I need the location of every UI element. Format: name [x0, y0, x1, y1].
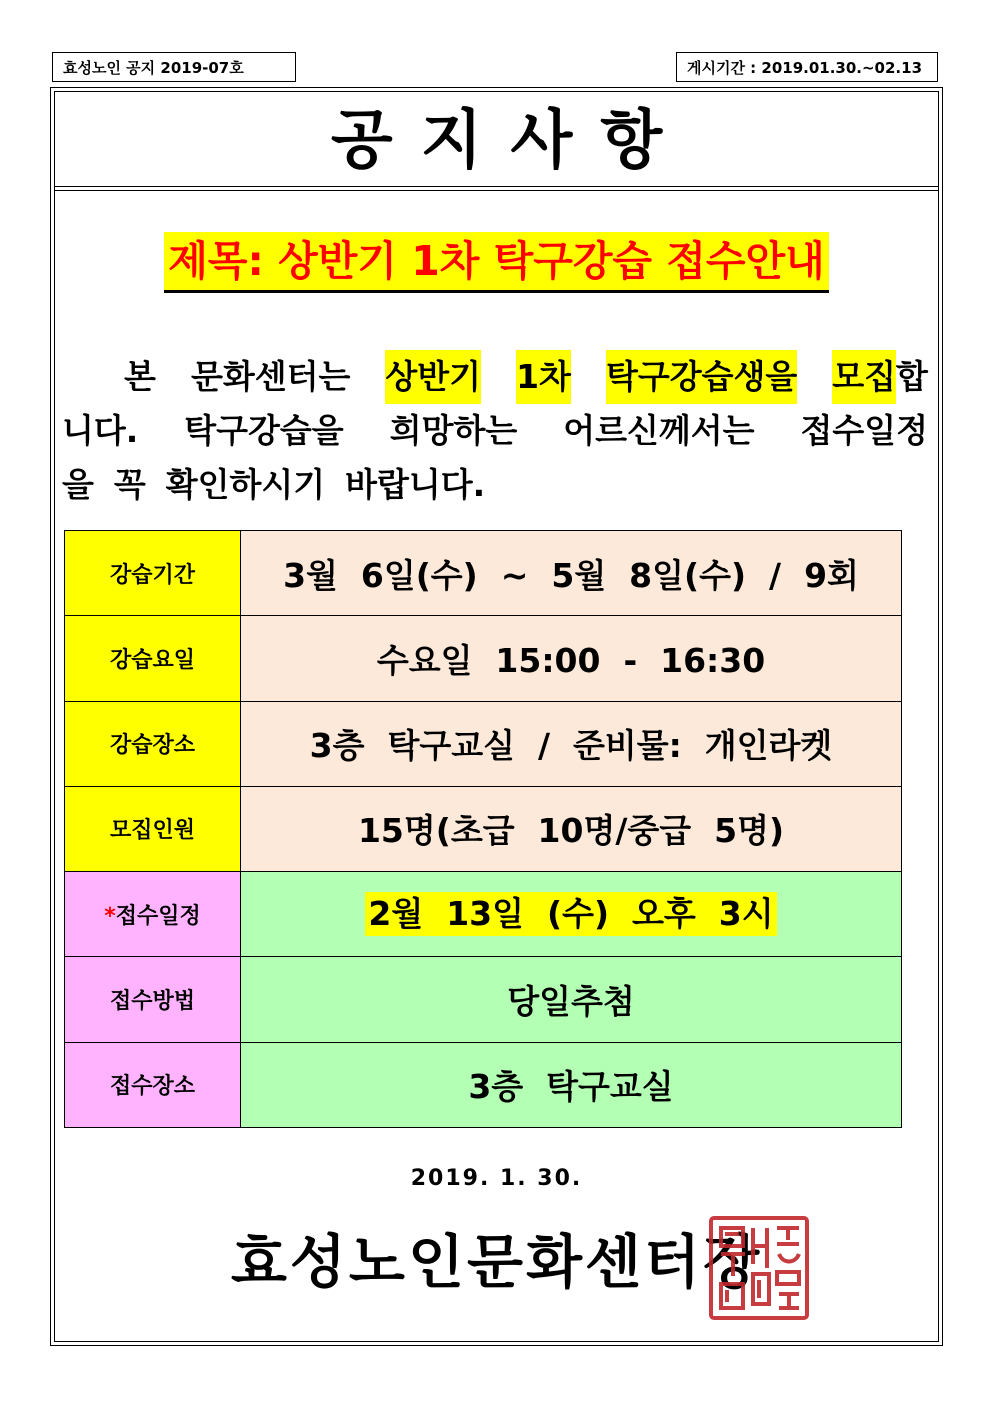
header-divider [54, 186, 939, 191]
table-row [65, 531, 902, 616]
intro-word: 합 [896, 357, 928, 396]
intro-word: 문화센터는 [190, 357, 351, 396]
row-label: 강습요일 [65, 616, 241, 701]
row-value: 3층 탁구교실 / 준비물: 개인라켓 [241, 701, 902, 786]
intro-word: 바랍니다. [345, 465, 486, 504]
intro-word: 어르신께서는 [563, 411, 755, 450]
intro-word: 꼭 [113, 465, 146, 504]
row-label: 모집인원 [65, 786, 241, 871]
row-value: 당일추첨 [241, 957, 902, 1042]
row-value: 3월 6일(수) ~ 5월 8일(수) / 9회 [241, 531, 902, 616]
notice-number: 효성노인 공지 2019-07호 [52, 52, 296, 82]
row-value: 수요일 15:00 - 16:30 [241, 616, 902, 701]
row-value: 15명(초급 10명/중급 5명) [241, 786, 902, 871]
intro-word: 을 [62, 465, 94, 504]
intro-line-2 [62, 404, 928, 458]
intro-highlight: 1차 [516, 350, 571, 404]
row-label [65, 872, 241, 957]
table-row [65, 616, 902, 701]
intro-highlight: 탁구강습생을 [606, 350, 797, 404]
row-label: 강습기간 [65, 531, 241, 616]
intro-line-1 [62, 350, 928, 404]
table-row [65, 1042, 902, 1127]
table-row [65, 786, 902, 871]
required-star: * [104, 903, 116, 929]
table-row [65, 957, 902, 1042]
subject-heading [54, 232, 939, 293]
intro-word: 접수일정 [800, 411, 928, 450]
signature-title: 효성노인문화센터장 [230, 1228, 763, 1296]
row-label: 접수방법 [65, 957, 241, 1042]
intro-word: 본 [124, 357, 156, 396]
table-row [65, 872, 902, 957]
posting-period: 게시기간 : 2019.01.30.~02.13 [676, 52, 938, 82]
info-table [64, 530, 902, 1128]
intro-highlight: 상반기 [385, 350, 481, 404]
intro-word: 니다. [62, 411, 139, 450]
table-row [65, 701, 902, 786]
intro-highlight: 모집 [832, 350, 896, 404]
intro-word: 확인하시기 [165, 465, 326, 504]
seal-stamp-icon [707, 1214, 811, 1322]
subject-text: 제목: 상반기 1차 탁구강습 접수안내 [164, 232, 829, 293]
row-value-highlight: 2월 13일 (수) 오후 3시 [365, 892, 776, 936]
intro-word: 탁구강습을 [184, 411, 344, 450]
row-label: 강습장소 [65, 701, 241, 786]
intro-paragraph [62, 350, 928, 512]
page-title: 공지사항 [330, 104, 691, 178]
intro-line-3 [62, 458, 928, 512]
row-value: 3층 탁구교실 [241, 1042, 902, 1127]
intro-word-group [832, 350, 928, 404]
row-label: 접수장소 [65, 1042, 241, 1127]
notice-date: 2019. 1. 30. [410, 1166, 583, 1191]
row-value [241, 872, 902, 957]
row-label-text: 접수일정 [115, 903, 201, 929]
intro-word: 희망하는 [389, 411, 518, 450]
